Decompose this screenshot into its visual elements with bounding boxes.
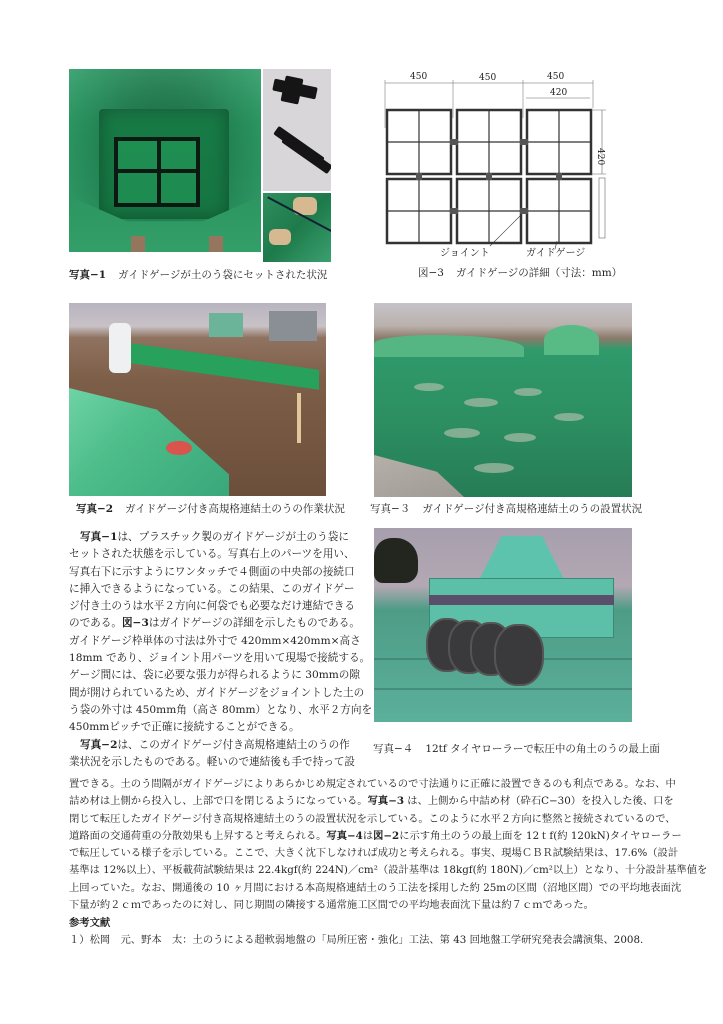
figure-3-caption: 図−3 ガイドゲージの詳細（寸法：mm）	[418, 267, 623, 279]
text-line: 業状況を示したものである。軽いので連結後も手で持って設	[69, 755, 356, 768]
red-object	[166, 441, 192, 455]
references-heading: 参考文献	[69, 917, 111, 929]
green-bag-row	[109, 340, 319, 390]
worker	[109, 323, 131, 373]
dim-450-3: 450	[547, 72, 565, 82]
body-text-wide	[69, 776, 708, 914]
text-line: のである。図−3はガイドゲージの詳細を示したものである。	[69, 617, 360, 630]
photo-4-caption: 写真−４ 12tf タイヤローラーで転圧中の角土のうの最上面	[373, 743, 660, 755]
gravel	[374, 455, 464, 497]
photo-1-caption: 写真−1 ガイドゲージが土のう袋にセットされた状況	[69, 269, 328, 281]
text-line: ゲージ間には、袋に必要な張力が得られるように 30mmの隙	[69, 669, 360, 682]
text-line: セットされた状態を示している。写真右上のパーツを用い、	[69, 548, 355, 561]
callout-guide-gauge: ガイドゲージ	[526, 248, 586, 258]
dim-420-width: 420	[550, 88, 568, 98]
text-line: 写真右下に示すようにワンタッチで４側面の中央部の接続口	[69, 565, 355, 578]
roller-cab	[479, 536, 569, 580]
dim-420-height: 420	[595, 148, 605, 166]
photo-1-connecting-hands	[263, 193, 331, 262]
text-line: ジ付き土のうは水平２方向に何袋でも必要なだけ連結できる	[69, 600, 356, 613]
joint-part	[280, 75, 303, 104]
body-text-narrow	[69, 529, 373, 771]
text-line: 写真−1は、プラスチック製のガイドゲージが土のう袋に	[80, 531, 349, 543]
text-line: に挿入できるようになっている。この結果、このガイドゲー	[69, 582, 355, 595]
text-line: 置できる。土のう間隔がガイドゲージによりあらかじめ規定されているので寸法通りに正確に設置できるのも利点である。なお、中	[69, 778, 676, 790]
text-line: 道路面の交通荷重の分散効果も上昇すると考えられる。写真−4は図−2に示す角土のうの最上面を 12ｔf(約 120kN)タイヤローラー	[69, 829, 682, 842]
text-line: 間が開けられているため、ガイドゲージをジョイントした土の	[69, 686, 365, 699]
text-line: 上回っていた。なお、開通後の 10 ヶ月間における本高規格連結土のう工法を採用した約 25mの区間（沼地区間）での平均地表面沈	[69, 881, 682, 894]
photo-3-caption: 写真−３ ガイドゲージ付き高規格連結土のうの設置状況	[370, 503, 643, 515]
photo-1-joint-parts	[263, 69, 331, 191]
stake	[297, 393, 301, 443]
reference-item: １）松岡 元、野本 太：土のうによる超軟弱地盤の「局所圧密・強化」工法、第 43 回地盤工学研究発表会講演集、2008.	[69, 934, 644, 947]
loader	[209, 313, 243, 337]
figure-3-guide-gauge-diagram	[380, 68, 610, 258]
text-line: 18mm であり、ジョイント用パーツを用いて現場で接続する。	[69, 652, 371, 665]
bag-pile	[374, 335, 524, 357]
gloved-hand	[269, 229, 291, 245]
photo-3-installed-bags	[374, 303, 632, 497]
text-line: 基準は 12%以上）、平板載荷試験結果は 22.4kgf(約 224N)／cm²（設計基準は 18kgf(約 180N)／cm²以上）となり、十分設計基準値を	[69, 864, 708, 877]
text-line: 閉じて転圧したガイドゲージ付き高規格連結土のうの設置状況を示している。このように水平２方向に整然と接続されているので、	[69, 812, 676, 825]
text-line: 写真−2は、このガイドゲージ付き高規格連結土のうの作	[80, 738, 350, 751]
joint-part	[281, 134, 331, 174]
photo-2-caption: 写真−2 ガイドゲージ付き高規格連結土のうの作業状況	[76, 503, 345, 515]
dim-450-2: 450	[479, 73, 497, 83]
text-line: ガイドゲージ枠単体の寸法は外寸で 420mm×420mm×高さ	[69, 634, 361, 647]
references	[69, 915, 643, 950]
truck	[269, 311, 317, 341]
callout-joint: ジョイント	[440, 248, 490, 258]
dim-450-1: 450	[410, 72, 428, 82]
roller-wheel	[494, 624, 544, 686]
text-line: で転圧している様子を示している。ここで、大きく沈下しなければ成功と考えられる。事実、現場ＣＢＲ試験結果は、17.6%（設計	[69, 847, 679, 860]
photo-1-bag-with-guide-gauge	[69, 69, 261, 252]
photo-4-tire-roller	[374, 528, 632, 722]
placed-bags	[69, 388, 229, 496]
text-line: 下量が約２ｃｍであったのに対し、同じ期間の隣接する通常施工区間での平均地表面沈下量は約７ｃｍであった。	[69, 899, 594, 912]
text-line: 詰め材は上側から投入し、上部で口を閉じるようになっている。写真−3 は、上側から中詰め材（砕石C−30）を投入した後、口を	[69, 795, 674, 808]
bag-pile	[544, 325, 599, 355]
photo-2-work-in-progress	[69, 303, 326, 496]
tree	[374, 538, 418, 583]
text-line: う袋の外寸は 450mm角（高さ 80mm）となり、水平２方向を	[69, 703, 373, 716]
text-line: 450mmピッチで正確に接続することができる。	[69, 721, 300, 734]
